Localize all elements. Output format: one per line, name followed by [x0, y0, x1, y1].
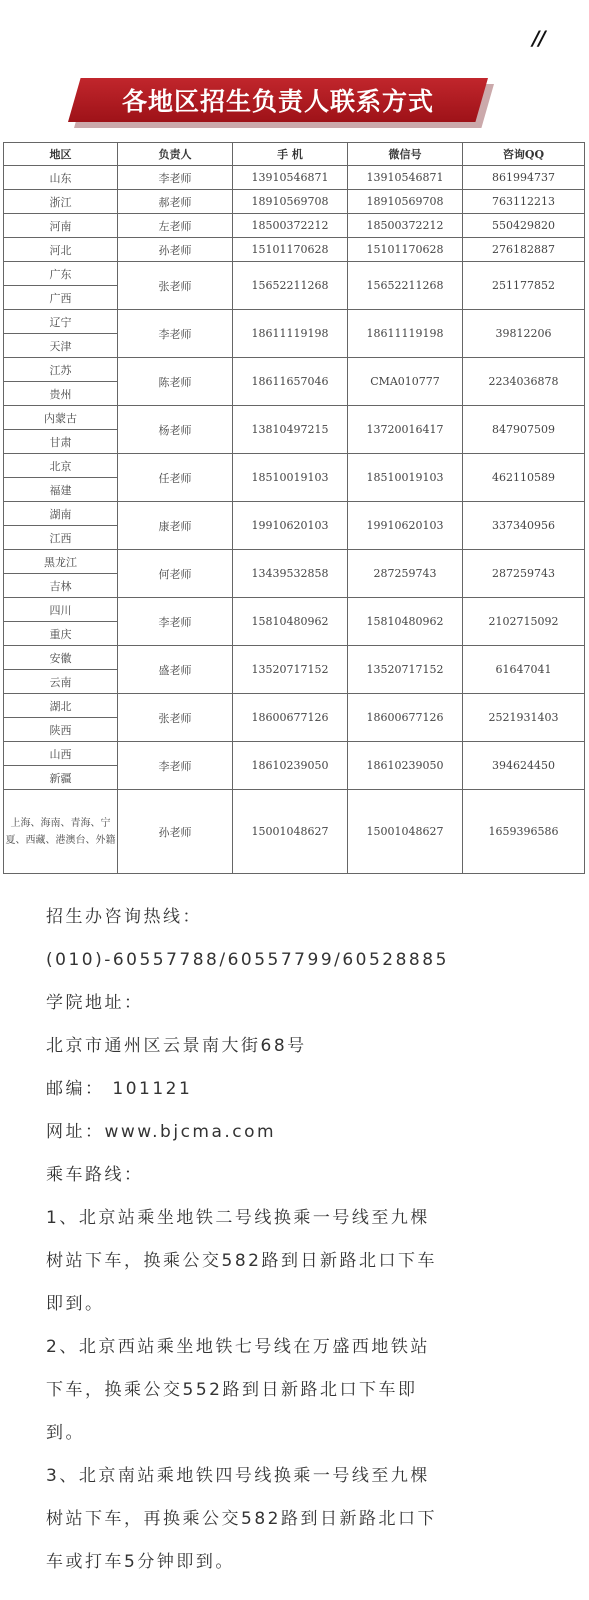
- wechat-cell: 15652211268: [348, 262, 463, 310]
- qq-cell: 337340956: [463, 502, 585, 550]
- qq-cell: 2102715092: [463, 598, 585, 646]
- region-cell: 天津: [4, 334, 118, 358]
- teacher-cell: 孙老师: [118, 238, 233, 262]
- wechat-cell: 18500372212: [348, 214, 463, 238]
- region-cell: 浙江: [4, 190, 118, 214]
- region-cell: 云南: [4, 670, 118, 694]
- region-cell: 湖北: [4, 694, 118, 718]
- header-phone: 手 机: [233, 143, 348, 166]
- wechat-cell: 18510019103: [348, 454, 463, 502]
- region-cell: 河南: [4, 214, 118, 238]
- qq-cell: 763112213: [463, 190, 585, 214]
- qq-cell: 861994737: [463, 166, 585, 190]
- corner-mark: //: [532, 26, 545, 50]
- table-row: [4, 238, 585, 262]
- info-line: 乘车路线：: [46, 1165, 144, 1185]
- table-row: [4, 166, 585, 190]
- contact-table-container: [3, 142, 584, 874]
- wechat-cell: 13910546871: [348, 166, 463, 190]
- info-line: 到。: [46, 1423, 85, 1443]
- qq-cell: 276182887: [463, 238, 585, 262]
- region-cell: 吉林: [4, 574, 118, 598]
- phone-cell: 15652211268: [233, 262, 348, 310]
- table-row: [4, 358, 585, 382]
- region-cell: 黑龙江: [4, 550, 118, 574]
- phone-cell: 18910569708: [233, 190, 348, 214]
- region-cell: 安徽: [4, 646, 118, 670]
- wechat-cell: 18610239050: [348, 742, 463, 790]
- table-row: [4, 742, 585, 766]
- region-cell: 江西: [4, 526, 118, 550]
- phone-cell: 18611657046: [233, 358, 348, 406]
- phone-cell: 18600677126: [233, 694, 348, 742]
- teacher-cell: 任老师: [118, 454, 233, 502]
- wechat-cell: 15001048627: [348, 790, 463, 874]
- wechat-cell: 18600677126: [348, 694, 463, 742]
- region-cell: 山东: [4, 166, 118, 190]
- qq-cell: 2521931403: [463, 694, 585, 742]
- table-header-row: [4, 143, 585, 166]
- region-cell: 重庆: [4, 622, 118, 646]
- teacher-cell: 康老师: [118, 502, 233, 550]
- qq-cell: 287259743: [463, 550, 585, 598]
- table-row: [4, 550, 585, 574]
- table-row: [4, 310, 585, 334]
- wechat-cell: 19910620103: [348, 502, 463, 550]
- region-cell: 陕西: [4, 718, 118, 742]
- table-row: [4, 598, 585, 622]
- phone-cell: 15101170628: [233, 238, 348, 262]
- table-body: [4, 166, 585, 874]
- wechat-cell: 15101170628: [348, 238, 463, 262]
- table-row: [4, 190, 585, 214]
- header-teacher: 负责人: [118, 143, 233, 166]
- region-cell: 河北: [4, 238, 118, 262]
- contact-table: [3, 142, 585, 874]
- teacher-cell: 孙老师: [118, 790, 233, 874]
- region-cell: 广西: [4, 286, 118, 310]
- info-line: 车或打车5分钟即到。: [46, 1552, 235, 1572]
- info-line: 下车，换乘公交552路到日新路北口下车即: [46, 1380, 418, 1400]
- region-cell: 上海、海南、青海、宁夏、西藏、港澳台、外籍: [4, 790, 118, 874]
- phone-cell: 13910546871: [233, 166, 348, 190]
- qq-cell: 847907509: [463, 406, 585, 454]
- qq-cell: 550429820: [463, 214, 585, 238]
- qq-cell: 39812206: [463, 310, 585, 358]
- region-cell: 福建: [4, 478, 118, 502]
- table-row: [4, 790, 585, 874]
- contact-info: [46, 896, 566, 1584]
- table-row: [4, 694, 585, 718]
- info-line: 北京市通州区云景南大街68号: [46, 1036, 307, 1056]
- phone-cell: 18500372212: [233, 214, 348, 238]
- teacher-cell: 杨老师: [118, 406, 233, 454]
- info-line: 树站下车，再换乘公交582路到日新路北口下: [46, 1509, 437, 1529]
- info-line: 3、北京南站乘地铁四号线换乘一号线至九棵: [46, 1466, 430, 1486]
- phone-cell: 18611119198: [233, 310, 348, 358]
- region-cell: 内蒙古: [4, 406, 118, 430]
- region-cell: 北京: [4, 454, 118, 478]
- phone-cell: 18510019103: [233, 454, 348, 502]
- qq-cell: 462110589: [463, 454, 585, 502]
- info-line: 招生办咨询热线：: [46, 907, 202, 927]
- phone-cell: 18610239050: [233, 742, 348, 790]
- title-banner: [68, 78, 488, 122]
- qq-cell: 1659396586: [463, 790, 585, 874]
- info-line: 学院地址：: [46, 993, 144, 1013]
- table-row: [4, 646, 585, 670]
- info-line: 1、北京站乘坐地铁二号线换乘一号线至九棵: [46, 1208, 430, 1228]
- region-cell: 四川: [4, 598, 118, 622]
- page-title: 各地区招生负责人联系方式: [121, 87, 434, 116]
- teacher-cell: 李老师: [118, 598, 233, 646]
- teacher-cell: 陈老师: [118, 358, 233, 406]
- header-wechat: 微信号: [348, 143, 463, 166]
- qq-cell: 251177852: [463, 262, 585, 310]
- header-qq: 咨询QQ: [463, 143, 585, 166]
- table-row: [4, 502, 585, 526]
- info-line: 2、北京西站乘坐地铁七号线在万盛西地铁站: [46, 1337, 430, 1357]
- wechat-cell: 15810480962: [348, 598, 463, 646]
- table-row: [4, 406, 585, 430]
- wechat-cell: 18910569708: [348, 190, 463, 214]
- region-cell: 甘肃: [4, 430, 118, 454]
- wechat-cell: CMA010777: [348, 358, 463, 406]
- info-line: 网址：www.bjcma.com: [46, 1122, 277, 1142]
- phone-cell: 13520717152: [233, 646, 348, 694]
- qq-cell: 61647041: [463, 646, 585, 694]
- table-row: [4, 454, 585, 478]
- wechat-cell: 13520717152: [348, 646, 463, 694]
- phone-cell: 13439532858: [233, 550, 348, 598]
- qq-cell: 2234036878: [463, 358, 585, 406]
- wechat-cell: 13720016417: [348, 406, 463, 454]
- teacher-cell: 张老师: [118, 694, 233, 742]
- teacher-cell: 李老师: [118, 166, 233, 190]
- info-line: 即到。: [46, 1294, 105, 1314]
- phone-cell: 15001048627: [233, 790, 348, 874]
- table-row: [4, 262, 585, 286]
- region-cell: 贵州: [4, 382, 118, 406]
- region-cell: 广东: [4, 262, 118, 286]
- header-region: 地区: [4, 143, 118, 166]
- table-row: [4, 214, 585, 238]
- info-line: 邮编： 101121: [46, 1079, 193, 1099]
- teacher-cell: 李老师: [118, 742, 233, 790]
- teacher-cell: 何老师: [118, 550, 233, 598]
- info-line: 树站下车，换乘公交582路到日新路北口下车: [46, 1251, 437, 1271]
- region-cell: 辽宁: [4, 310, 118, 334]
- info-line: (010)-60557788/60557799/60528885: [46, 950, 449, 970]
- region-cell: 湖南: [4, 502, 118, 526]
- wechat-cell: 287259743: [348, 550, 463, 598]
- region-cell: 江苏: [4, 358, 118, 382]
- phone-cell: 13810497215: [233, 406, 348, 454]
- region-cell: 山西: [4, 742, 118, 766]
- teacher-cell: 郝老师: [118, 190, 233, 214]
- wechat-cell: 18611119198: [348, 310, 463, 358]
- teacher-cell: 盛老师: [118, 646, 233, 694]
- phone-cell: 19910620103: [233, 502, 348, 550]
- qq-cell: 394624450: [463, 742, 585, 790]
- region-cell: 新疆: [4, 766, 118, 790]
- phone-cell: 15810480962: [233, 598, 348, 646]
- teacher-cell: 左老师: [118, 214, 233, 238]
- teacher-cell: 张老师: [118, 262, 233, 310]
- teacher-cell: 李老师: [118, 310, 233, 358]
